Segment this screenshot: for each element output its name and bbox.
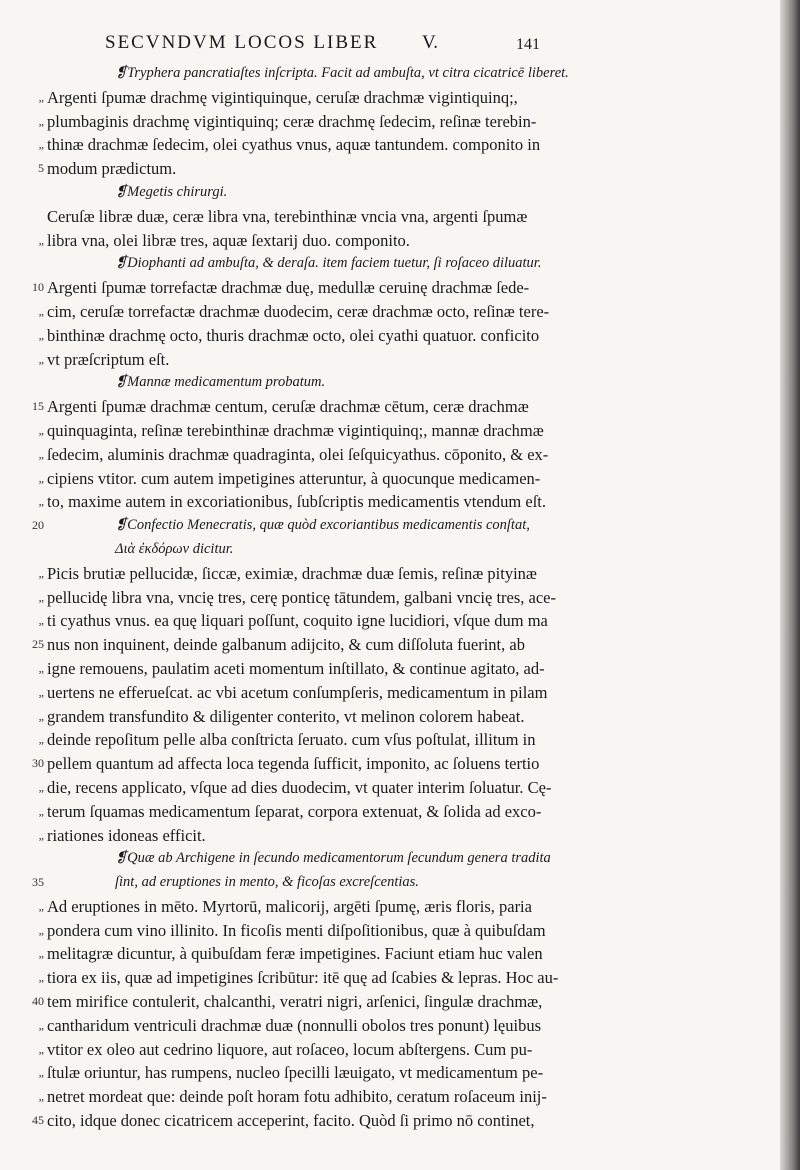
line-text: grandem transfundito & diligenter conterito, vt melinon colorem habeat. xyxy=(47,706,525,726)
line-text: Argenti ſpumæ torrefactæ drachmæ duę, medullæ ceruinę drachmæ ſede- xyxy=(47,278,530,298)
line-text: Argenti ſpumæ drachmę vigintiquinque, ceruſæ drachmæ vigintiquinq;, xyxy=(47,87,518,107)
text-line xyxy=(35,586,575,610)
line-text: Διὰ ἐκδόρων dicitur. xyxy=(115,540,234,557)
text-line xyxy=(35,490,575,514)
text-line xyxy=(35,1061,575,1085)
text-line xyxy=(32,276,575,300)
line-marker: „ xyxy=(38,922,44,937)
line-text: uertens ne efferueſcat. ac vbi acetum conſumpſeris, medicamentum in pilam xyxy=(47,682,548,702)
line-text: netret mordeat que: deinde poſt horam fotu adhibito, ceratum roſaceum inij- xyxy=(47,1087,547,1107)
text-line xyxy=(35,776,575,800)
text-line xyxy=(35,705,575,729)
line-marker: „ xyxy=(38,1065,44,1080)
text-line xyxy=(35,1038,575,1062)
line-text: die, recens applicato, vſque ad dies duodecim, vt quater interim ſoluatur. Cę- xyxy=(47,777,552,797)
line-marker: „ xyxy=(38,303,44,318)
line-text: vtitor ex oleo aut cedrino liquore, aut roſaceo, locum abſtergens. Cum pu- xyxy=(47,1039,533,1059)
line-text: to, maxime autem in excoriationibus, ſubſcriptis medicamentis vtendum eſt. xyxy=(47,492,547,512)
line-marker: „ xyxy=(38,1089,44,1104)
line-text: plumbaginis drachmę vigintiquinq; ceræ drachmę ſedecim, reſinæ terebin- xyxy=(47,111,537,131)
line-text: binthinæ drachmę octo, thuris drachmæ octo, olei cyathi quatuor. conficito xyxy=(47,325,540,345)
line-marker: 20 xyxy=(32,518,44,533)
line-marker: „ xyxy=(38,827,44,842)
rubric-line xyxy=(35,62,575,86)
line-text: ❡Tryphera pancratiaſtes inſcripta. Facit ad ambuſta, vt citra cicatricē liberet. xyxy=(115,65,569,81)
line-text: ❡Megetis chirurgi. xyxy=(115,183,228,200)
text-line xyxy=(35,419,575,443)
text-line xyxy=(35,157,575,181)
text-line xyxy=(35,110,575,134)
line-marker: „ xyxy=(38,351,44,366)
line-marker: „ xyxy=(38,613,44,628)
text-line xyxy=(35,609,575,633)
line-text: pellem quantum ad affecta loca tegenda ſufficit, imponito, ac ſoluens tertio xyxy=(47,754,540,774)
rubric-line xyxy=(35,538,575,562)
line-marker: „ xyxy=(38,970,44,985)
line-marker: „ xyxy=(38,946,44,961)
line-text: Ad eruptiones in mēto. Myrtorū, malicorij, argēti ſpumę, æris floris, paria xyxy=(47,896,532,916)
book-number: V. xyxy=(422,32,439,53)
line-text: quinquaginta, reſinæ terebinthinæ drachmæ vigintiquinq;, mannæ drachmæ xyxy=(47,420,544,440)
line-text: pellucidę libra vna, vncię tres, cerę ponticę tātundem, galbani vncię tres, ace- xyxy=(47,587,556,607)
text-line xyxy=(35,966,575,990)
text-line xyxy=(35,324,575,348)
line-marker: „ xyxy=(38,422,44,437)
line-text: deinde repoſitum pelle alba conſtricta ſeruato. cum vſus poſtulat, illitum in xyxy=(47,730,536,750)
line-text: libra vna, olei libræ tres, aquæ ſextarij duo. componito. xyxy=(47,230,410,250)
line-marker: „ xyxy=(38,446,44,461)
line-text: ❡Mannæ medicamentum probatum. xyxy=(115,374,326,391)
line-marker: 30 xyxy=(32,756,44,771)
line-marker: „ xyxy=(38,327,44,342)
line-marker: 40 xyxy=(32,994,44,1009)
line-text: ſtulæ oriuntur, has rumpens, nucleo ſpecilli læuigato, vt medicamentum pe- xyxy=(47,1063,544,1083)
text-line xyxy=(35,1085,575,1109)
line-marker: „ xyxy=(38,470,44,485)
text-line xyxy=(35,133,575,157)
line-text: ti cyathus vnus. ea quę liquari poſſunt, coquito igne lucidiori, vſque dum ma xyxy=(47,611,548,631)
rubric-line xyxy=(32,871,575,895)
text-line xyxy=(35,467,575,491)
line-marker: 10 xyxy=(32,280,44,295)
line-marker: „ xyxy=(38,494,44,509)
line-marker: „ xyxy=(38,1041,44,1056)
line-marker: 25 xyxy=(32,637,44,652)
rubric-line xyxy=(35,181,575,205)
line-marker: 15 xyxy=(32,399,44,414)
page-edge-shadow xyxy=(780,0,800,1170)
line-text: igne remouens, paulatim aceti momentum inſtillato, & continue agitato, ad- xyxy=(47,658,545,678)
text-line xyxy=(35,300,575,324)
text-line xyxy=(32,1109,575,1133)
line-marker: „ xyxy=(38,89,44,104)
line-marker: „ xyxy=(38,684,44,699)
text-line xyxy=(35,205,575,229)
line-text: terum ſquamas medicamentum ſeparat, corpora extenuat, & ſolida ad exco- xyxy=(47,801,542,821)
rubric-line xyxy=(35,252,575,276)
line-text: cantharidum ventriculi drachmæ duæ (nonnulli obolos tres ponunt) lęuibus xyxy=(47,1015,542,1035)
line-marker: „ xyxy=(38,803,44,818)
text-line xyxy=(35,657,575,681)
line-marker: „ xyxy=(38,708,44,723)
rubric-line xyxy=(35,847,575,871)
line-text: riationes idoneas efficit. xyxy=(47,825,206,845)
line-text: cipiens vtitor. cum autem impetigines atteruntur, à quocunque medicamen- xyxy=(47,468,541,488)
text-line xyxy=(35,1014,575,1038)
running-head: SECVNDVM LOCOS LIBER xyxy=(105,32,379,53)
line-text: modum prædictum. xyxy=(47,159,177,179)
line-marker: „ xyxy=(38,779,44,794)
text-line xyxy=(32,752,575,776)
line-text: thinæ drachmæ ſedecim, olei cyathus vnus, aquæ tantundem. componito in xyxy=(47,135,541,155)
text-line xyxy=(35,86,575,110)
text-line xyxy=(35,919,575,943)
main-text-block xyxy=(32,62,575,1133)
line-text: cito, idque donec cicatricem acceperint, facito. Quòd ſi primo nō continet, xyxy=(47,1111,535,1131)
page-header xyxy=(0,30,780,60)
text-line xyxy=(35,562,575,586)
line-marker: „ xyxy=(38,113,44,128)
text-line xyxy=(32,395,575,419)
line-text: ſint, ad eruptiones in mento, & ficoſas excreſcentias. xyxy=(115,874,419,891)
line-marker: „ xyxy=(38,1017,44,1032)
text-line xyxy=(32,633,575,657)
text-line xyxy=(35,728,575,752)
line-marker: „ xyxy=(38,732,44,747)
line-text: cim, ceruſæ torrefactæ drachmæ duodecim, ceræ drachmæ octo, reſinæ tere- xyxy=(47,301,550,321)
line-text: ſedecim, aluminis drachmæ quadraginta, olei ſeſquicyathus. cōponito, & ex- xyxy=(47,444,549,464)
line-marker: 35 xyxy=(32,875,44,890)
line-text: Ceruſæ libræ duæ, ceræ libra vna, terebinthinæ vncia vna, argenti ſpumæ xyxy=(47,206,528,226)
rubric-line xyxy=(35,371,575,395)
text-line xyxy=(35,443,575,467)
line-text: ❡Quæ ab Archigene in ſecundo medicamentorum ſecundum genera tradita xyxy=(115,850,551,867)
text-line xyxy=(35,681,575,705)
line-text: ❡Diophanti ad ambuſta, & deraſa. item faciem tuetur, ſi roſaceo diluatur. xyxy=(115,255,542,272)
line-text: tiora ex iis, quæ ad impetigines ſcribūtur: itē quę ad ſcabies & lepras. Hoc au- xyxy=(47,968,559,988)
line-marker: 5 xyxy=(38,161,44,176)
line-marker: „ xyxy=(38,898,44,913)
text-line xyxy=(35,942,575,966)
line-text: nus non inquinent, deinde galbanum adijcito, & cum diſſoluta fuerint, ab xyxy=(47,635,525,655)
line-marker: „ xyxy=(38,565,44,580)
line-text: tem mirifice contulerit, chalcanthi, veratri nigri, arſenici, ſingulæ drachmæ, xyxy=(47,992,543,1012)
text-line xyxy=(35,800,575,824)
line-marker: „ xyxy=(38,137,44,152)
line-text: vt præſcriptum eſt. xyxy=(47,349,170,369)
line-marker: „ xyxy=(38,232,44,247)
text-line xyxy=(35,348,575,372)
line-text: Argenti ſpumæ drachmæ centum, ceruſæ drachmæ cētum, ceræ drachmæ xyxy=(47,397,529,417)
line-text: ❡Confectio Menecratis, quæ quòd excoriantibus medicamentis conſtat, xyxy=(115,517,530,534)
rubric-line xyxy=(32,514,575,538)
text-line xyxy=(35,824,575,848)
line-text: Picis brutiæ pellucidæ, ſiccæ, eximiæ, drachmæ duæ ſemis, reſinæ pityinæ xyxy=(47,563,537,583)
line-text: pondera cum vino illinito. In ficoſis menti diſpoſitionibus, quæ à quibuſdam xyxy=(47,920,546,940)
text-line xyxy=(35,895,575,919)
line-marker: 45 xyxy=(32,1113,44,1128)
text-line xyxy=(32,990,575,1014)
line-marker: „ xyxy=(38,589,44,604)
line-text: melitagræ dicuntur, à quibuſdam feræ impetigines. Faciunt etiam huc valen xyxy=(47,944,543,964)
folio-number: 141 xyxy=(516,36,540,53)
line-marker: „ xyxy=(38,660,44,675)
text-line xyxy=(35,229,575,253)
